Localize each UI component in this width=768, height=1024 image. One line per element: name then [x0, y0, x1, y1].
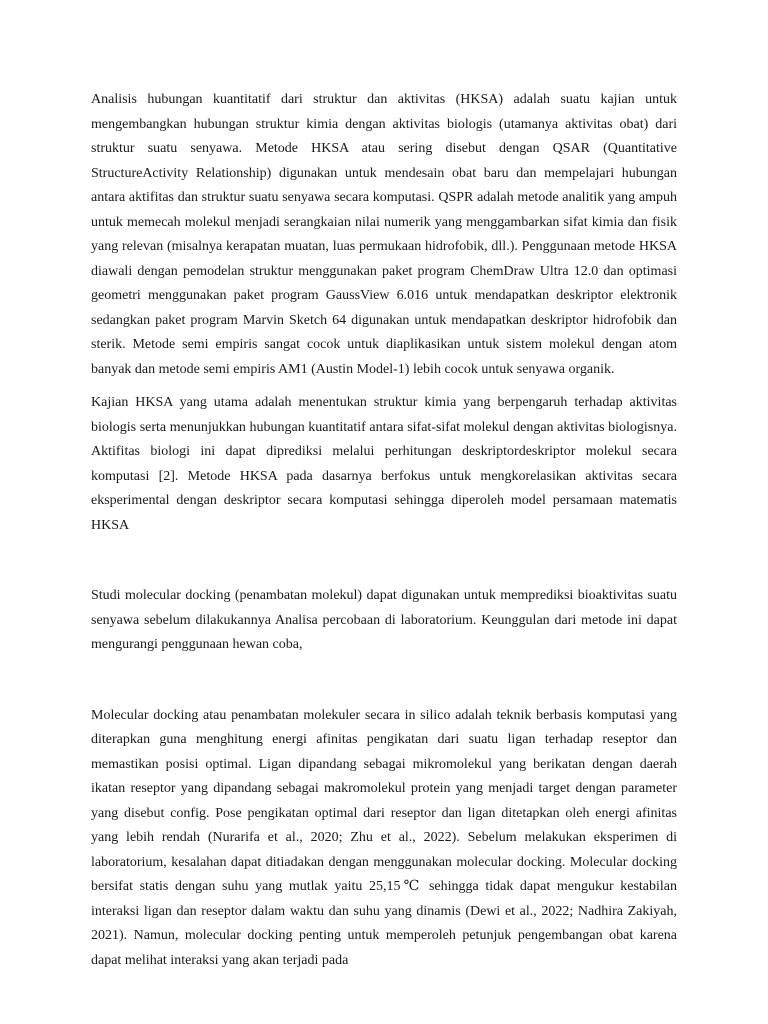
- paragraph-molecular-docking: Molecular docking atau penambatan molekuler secara in silico adalah teknik berbasis komputasi yang diterapkan guna menghitung energi afinitas pengikatan dari suatu ligan terhadap reseptor dan memastikan posisi optimal. Ligan dipandang sebagai mikromolekul yang berikatan dengan daerah ikatan reseptor yang dipandang sebagai makromolekul protein yang menjadi target dengan parameter yang disebut config. Pose pengikatan optimal dari reseptor dan ligan ditetapkan oleh energi afinitas yang lebih rendah (Nurarifa et al., 2020; Zhu et al., 2022). Sebelum melakukan eksperimen di laboratorium, kesalahan dapat ditiadakan dengan menggunakan molecular docking. Molecular docking bersifat statis dengan suhu yang mutlak yaitu 25,15℃ sehingga tidak dapat mengukur kestabilan interaksi ligan dan reseptor dalam waktu dan suhu yang dinamis (Dewi et al., 2022; Nadhira Zakiyah, 2021). Namun, molecular docking penting untuk memperoleh petunjuk pengembangan obat karena dapat melihat interaksi yang akan terjadi pada: [91, 707, 677, 968]
- paragraph-hksa-definition: Analisis hubungan kuantitatif dari struktur dan aktivitas (HKSA) adalah suatu kajian untuk mengembangkan hubungan struktur kimia dengan aktivitas biologis (utamanya aktivitas obat) dari struktur suatu senyawa. Metode HKSA atau sering disebut dengan QSAR (Quantitative StructureActivity Relationship) digunakan untuk mendesain obat baru dan mempelajari hubungan antara aktifitas dan struktur suatu senyawa secara komputasi. QSPR adalah metode analitik yang ampuh untuk memecah molekul menjadi serangkaian nilai numerik yang menggambarkan sifat kimia dan fisik yang relevan (misalnya kerapatan muatan, luas permukaan hidrofobik, dll.). Penggunaan metode HKSA diawali dengan pemodelan struktur menggunakan paket program ChemDraw Ultra 12.0 dan optimasi geometri menggunakan paket program GaussView 6.016 untuk mendapatkan deskriptor elektronik sedangkan paket program Marvin Sketch 64 digunakan untuk mendapatkan deskriptor hidrofobik dan sterik. Metode semi empiris sangat cocok untuk diaplikasikan untuk sistem molekul dengan atom banyak dan metode semi empiris AM1 (Austin Model-1) lebih cocok untuk senyawa organik.: [91, 92, 677, 377]
- paragraph-docking-study: Studi molecular docking (penambatan molekul) dapat digunakan untuk memprediksi bioaktivitas suatu senyawa sebelum dilakukannya Analisa percobaan di laboratorium. Keunggulan dari metode ini dapat mengurangi penggunaan hewan coba,: [91, 588, 677, 652]
- document-body: [91, 88, 677, 973]
- paragraph-hksa-study: Kajian HKSA yang utama adalah menentukan struktur kimia yang berpengaruh terhadap aktivitas biologis serta menunjukkan hubungan kuantitatif antara sifat-sifat molekul dengan aktivitas biologisnya. Aktifitas biologi ini dapat diprediksi melalui perhitungan deskriptordeskriptor molekul secara komputasi [2]. Metode HKSA pada dasarnya berfokus untuk mengkorelasikan aktivitas secara eksperimental dengan deskriptor secara komputasi sehingga diperoleh model persamaan matematis HKSA: [91, 395, 677, 533]
